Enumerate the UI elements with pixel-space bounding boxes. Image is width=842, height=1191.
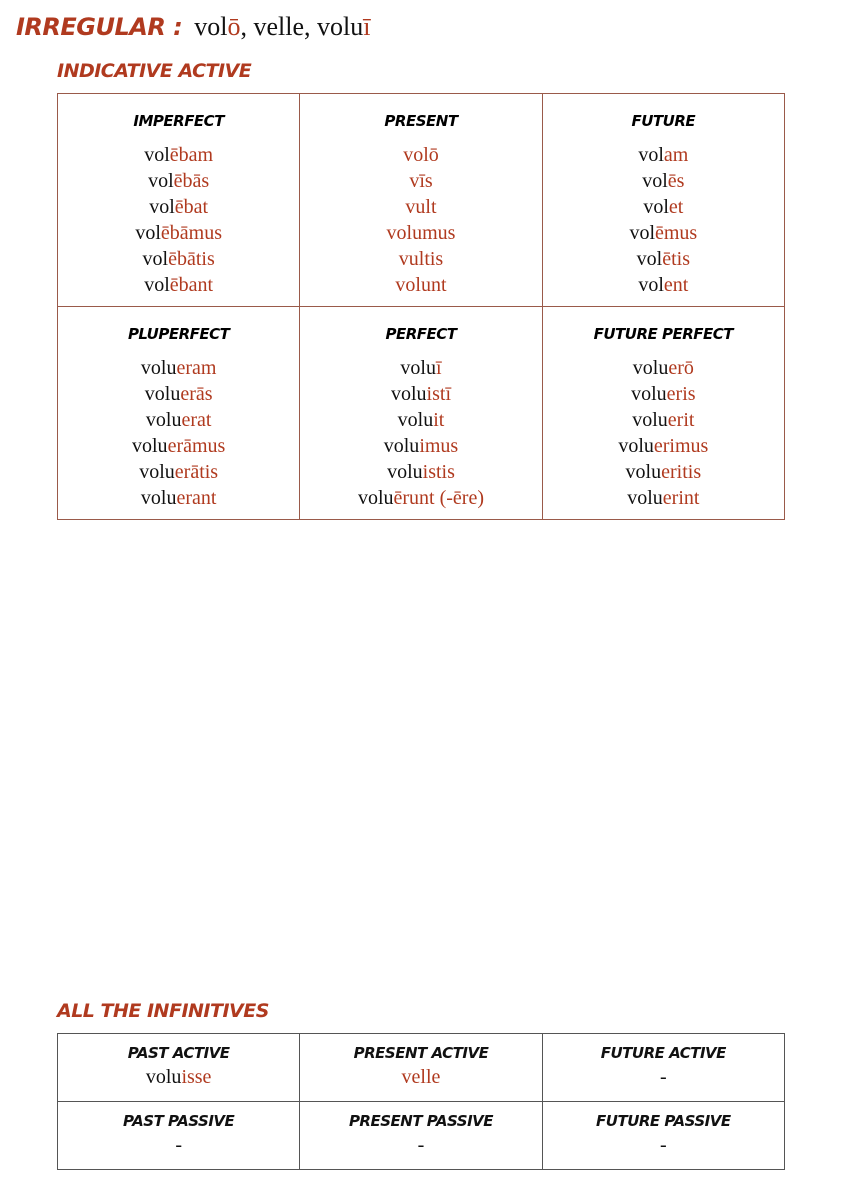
form-ending: istī xyxy=(426,383,451,405)
form-ending: erat xyxy=(181,409,212,431)
verb-form xyxy=(543,220,784,246)
form-ending: ēbant xyxy=(169,274,214,296)
infinitive-heading: FUTURE ACTIVE xyxy=(600,1044,726,1062)
form-ending: volunt xyxy=(395,274,447,296)
verb-form xyxy=(543,168,784,194)
form-stem: vol xyxy=(144,274,170,296)
form-ending: velle xyxy=(401,1066,441,1088)
verb-form xyxy=(543,272,784,298)
verb-form xyxy=(300,459,541,485)
infinitive-cell-future-active xyxy=(542,1034,784,1102)
infinitive-heading: PAST PASSIVE xyxy=(123,1112,235,1130)
infinitive-cell-past-passive xyxy=(58,1102,300,1170)
infinitives-table xyxy=(57,1033,785,1170)
verb-form xyxy=(300,381,541,407)
verb-form xyxy=(58,142,299,168)
tense-cell-pluperfect xyxy=(58,307,300,520)
verb-form xyxy=(543,459,784,485)
verb-form xyxy=(58,272,299,298)
form-ending: erint xyxy=(662,487,700,509)
form-stem: volu xyxy=(625,461,662,483)
form-stem: volu xyxy=(632,357,669,379)
form-stem: vol xyxy=(642,170,668,192)
verb-form xyxy=(300,485,541,511)
form-ending: ēs xyxy=(667,170,685,192)
infinitive-form xyxy=(543,1064,784,1090)
tense-heading: PLUPERFECT xyxy=(127,325,230,343)
form-stem: volu xyxy=(145,409,182,431)
form-stem: volu xyxy=(357,487,394,509)
verb-form xyxy=(300,142,541,168)
form-ending: ent xyxy=(663,274,689,296)
form-stem: - xyxy=(417,1134,425,1156)
verb-form xyxy=(543,142,784,168)
verb-form xyxy=(300,220,541,246)
form-ending: ēbās xyxy=(173,170,210,192)
tense-heading: PRESENT xyxy=(384,112,458,130)
page-title xyxy=(16,12,371,46)
form-stem: volu xyxy=(618,435,654,457)
form-ending: erās xyxy=(180,383,213,405)
tense-cell-imperfect xyxy=(58,94,300,307)
verb-form xyxy=(300,194,541,220)
infinitive-form xyxy=(58,1132,299,1158)
form-ending: erimus xyxy=(653,435,709,457)
form-ending: ērunt (-ēre) xyxy=(393,487,485,509)
indicative-heading: INDICATIVE ACTIVE xyxy=(57,60,252,82)
tense-cell-future-perfect xyxy=(542,307,784,520)
verb-form xyxy=(300,272,541,298)
form-stem: - xyxy=(175,1134,182,1156)
form-ending: eram xyxy=(176,357,217,379)
form-ending: ēmus xyxy=(655,222,698,244)
separator: , xyxy=(240,12,254,41)
form-stem: volu xyxy=(390,383,427,405)
part-1-stem: vol xyxy=(194,12,228,41)
infinitive-heading: PAST ACTIVE xyxy=(127,1044,230,1062)
verb-form xyxy=(543,355,784,381)
verb-form xyxy=(58,433,299,459)
tense-heading: FUTURE PERFECT xyxy=(593,325,734,343)
verb-form xyxy=(543,485,784,511)
form-ending: imus xyxy=(419,435,459,457)
form-stem: vol xyxy=(636,248,663,270)
form-ending: erō xyxy=(668,357,694,379)
table-row xyxy=(58,94,785,307)
infinitive-heading: PRESENT ACTIVE xyxy=(353,1044,489,1062)
form-ending: ēbātis xyxy=(168,248,215,270)
form-ending: erātis xyxy=(174,461,219,483)
form-ending: am xyxy=(663,144,689,166)
form-ending: it xyxy=(433,409,445,431)
table-row xyxy=(58,1102,785,1170)
part-2-stem: velle xyxy=(253,12,305,41)
form-stem: volu xyxy=(139,461,175,483)
verb-form xyxy=(543,246,784,272)
infinitive-form xyxy=(58,1064,299,1090)
form-stem: volu xyxy=(632,409,668,431)
infinitive-form xyxy=(543,1132,784,1158)
form-ending: ētis xyxy=(662,248,690,270)
verb-form xyxy=(58,168,299,194)
irregular-label: IRREGULAR : xyxy=(16,13,183,41)
form-stem: volu xyxy=(132,435,168,457)
tense-heading: IMPERFECT xyxy=(133,112,224,130)
infinitive-heading: FUTURE PASSIVE xyxy=(596,1112,731,1130)
form-stem: vol xyxy=(142,248,169,270)
verb-form xyxy=(300,168,541,194)
verb-form xyxy=(58,194,299,220)
verb-form xyxy=(543,194,784,220)
form-ending: volō xyxy=(403,144,439,166)
verb-form xyxy=(543,381,784,407)
infinitive-form xyxy=(300,1064,541,1090)
tense-cell-future xyxy=(542,94,784,307)
verb-form xyxy=(58,459,299,485)
form-ending: erit xyxy=(667,409,695,431)
form-stem: vol xyxy=(149,196,175,218)
form-ending: vīs xyxy=(409,170,433,192)
table-row xyxy=(58,1034,785,1102)
part-1-ending: ō xyxy=(227,12,241,41)
table-row xyxy=(58,307,785,520)
verb-form xyxy=(58,220,299,246)
form-stem: volu xyxy=(383,435,420,457)
form-stem: vol xyxy=(144,144,170,166)
form-stem: vol xyxy=(643,196,669,218)
form-ending: erant xyxy=(176,487,217,509)
form-stem: vol xyxy=(638,144,664,166)
verb-form xyxy=(300,407,541,433)
tense-cell-present xyxy=(300,94,542,307)
form-stem: volu xyxy=(140,357,177,379)
part-3-stem: volu xyxy=(317,12,364,41)
tense-heading: FUTURE xyxy=(631,112,696,130)
form-stem: vol xyxy=(638,274,664,296)
form-stem: volu xyxy=(145,1066,182,1088)
verb-form xyxy=(543,407,784,433)
form-stem: vol xyxy=(629,222,655,244)
form-ending: ēbāmus xyxy=(160,222,222,244)
part-3-ending: ī xyxy=(363,12,371,41)
infinitive-heading: PRESENT PASSIVE xyxy=(348,1112,494,1130)
form-stem: - xyxy=(659,1066,667,1088)
indicative-table xyxy=(57,93,785,520)
infinitive-form xyxy=(300,1132,541,1158)
form-stem: volu xyxy=(631,383,667,405)
verb-form xyxy=(58,355,299,381)
infinitive-cell-present-active xyxy=(300,1034,542,1102)
infinitive-cell-past-active xyxy=(58,1034,300,1102)
separator: , xyxy=(304,12,318,41)
form-stem: volu xyxy=(400,357,436,379)
form-stem: volu xyxy=(140,487,177,509)
form-ending: et xyxy=(668,196,684,218)
form-ending: vultis xyxy=(398,248,444,270)
infinitives-heading: ALL THE INFINITIVES xyxy=(57,1000,269,1022)
form-ending: eris xyxy=(666,383,696,405)
form-stem: volu xyxy=(397,409,434,431)
verb-form xyxy=(58,407,299,433)
form-ending: istis xyxy=(422,461,455,483)
form-stem: vol xyxy=(148,170,174,192)
tense-heading: PERFECT xyxy=(385,325,457,343)
verb-form xyxy=(300,433,541,459)
form-ending: ēbam xyxy=(169,144,214,166)
form-ending: ī xyxy=(435,357,442,379)
form-ending: vult xyxy=(405,196,437,218)
form-stem: volu xyxy=(387,461,423,483)
infinitive-cell-present-passive xyxy=(300,1102,542,1170)
verb-form xyxy=(300,355,541,381)
form-stem: - xyxy=(659,1134,667,1156)
verb-form xyxy=(300,246,541,272)
verb-form xyxy=(543,433,784,459)
verb-form xyxy=(58,246,299,272)
principal-parts xyxy=(194,12,370,42)
infinitive-cell-future-passive xyxy=(542,1102,784,1170)
form-stem: volu xyxy=(144,383,181,405)
form-stem: volu xyxy=(627,487,663,509)
tense-cell-perfect xyxy=(300,307,542,520)
form-ending: erāmus xyxy=(167,435,226,457)
verb-form xyxy=(58,381,299,407)
verb-form xyxy=(58,485,299,511)
form-stem: vol xyxy=(135,222,161,244)
form-ending: ēbat xyxy=(174,196,209,218)
form-ending: volumus xyxy=(386,222,456,244)
form-ending: isse xyxy=(181,1066,212,1088)
form-ending: eritis xyxy=(661,461,702,483)
